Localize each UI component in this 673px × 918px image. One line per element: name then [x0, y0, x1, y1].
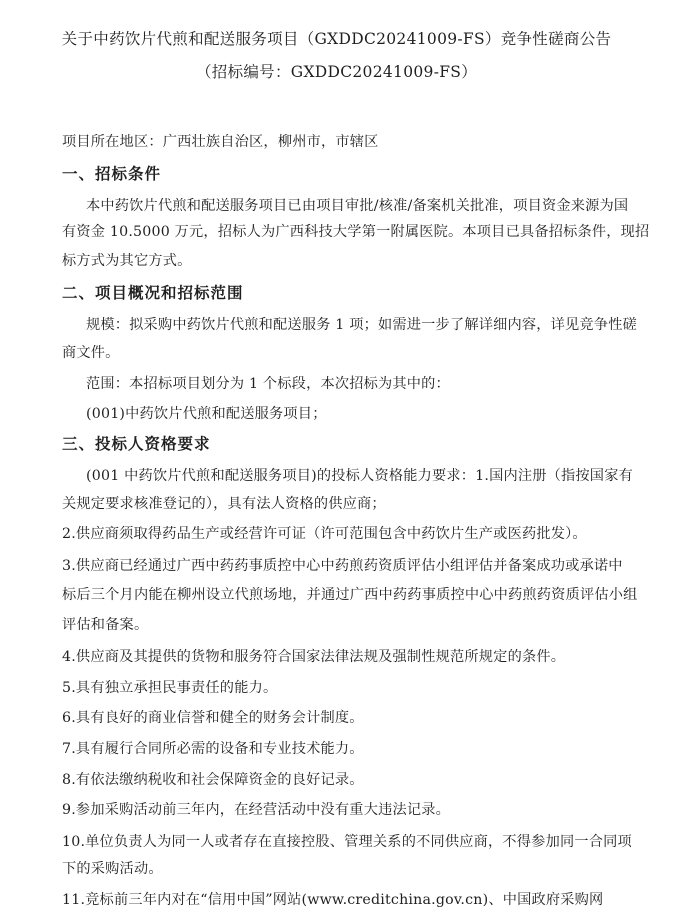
- paragraph-line: (001)中药饮片代煎和配送服务项目；: [86, 406, 327, 422]
- paragraph-line: 本中药饮片代煎和配送服务项目已由项目审批/核准/备案机关批准，项目资金来源为国: [86, 198, 629, 214]
- paragraph-line: 规模：拟采购中药饮片代煎和配送服务 1 项；如需进一步了解详细内容，详见竞争性磋: [86, 317, 637, 333]
- paragraph-line: 商文件。: [62, 345, 120, 361]
- section-heading-qualifications: 三、投标人资格要求: [62, 435, 211, 453]
- paragraph-line: 10.单位负责人为同一人或者存在直接控股、管理关系的不同供应商，不得参加同一合同项: [62, 834, 632, 850]
- paragraph-line: 标方式为其它方式。: [62, 253, 192, 269]
- section-heading-conditions: 一、招标条件: [62, 165, 162, 183]
- paragraph-line: 11.竞标前三年内对在“信用中国”网站(www.creditchina.gov.cn)、中国政府采购网: [62, 892, 604, 908]
- paragraph-line: 2.供应商须取得药品生产或经营许可证（许可范围包含中药饮片生产或医药批发）。: [62, 526, 587, 542]
- paragraph-line: 下的采购活动。: [62, 861, 163, 877]
- paragraph-line: 8.有依法缴纳税收和社会保障资金的良好记录。: [62, 772, 364, 788]
- paragraph-line: 5.具有独立承担民事责任的能力。: [62, 680, 278, 696]
- section-heading-overview: 二、项目概况和招标范围: [62, 284, 244, 302]
- paragraph-line: 标后三个月内能在柳州设立代煎场地，并通过广西中药药事质控中心中药煎药资质评估小组: [62, 587, 638, 603]
- paragraph-line: 评估和备案。: [62, 617, 149, 633]
- paragraph-line: 4.供应商及其提供的货物和服务符合国家法律法规及强制性规范所规定的条件。: [62, 649, 566, 665]
- paragraph-line: 6.具有良好的商业信誉和健全的财务会计制度。: [62, 710, 364, 726]
- paragraph-line: 7.具有履行合同所必需的设备和专业技术能力。: [62, 741, 364, 757]
- document-subtitle: （招标编号：GXDDC20241009-FS）: [195, 63, 478, 81]
- paragraph-line: 有资金 10.5000 万元，招标人为广西科技大学第一附属医院。本项目已具备招标条件，现招: [62, 224, 650, 240]
- document-title: 关于中药饮片代煎和配送服务项目（GXDDC20241009-FS）竞争性磋商公告: [61, 30, 612, 48]
- paragraph-line: 关规定要求核准登记的），具有法人资格的供应商；: [62, 496, 386, 512]
- paragraph-line: 3.供应商已经通过广西中药药事质控中心中药煎药资质评估小组评估并备案成功或承诺中: [62, 558, 623, 574]
- paragraph-line: 9.参加采购活动前三年内，在经营活动中没有重大违法记录。: [62, 802, 451, 818]
- paragraph-line: 范围：本招标项目划分为 1 个标段，本次招标为其中的：: [86, 376, 450, 392]
- project-location: 项目所在地区：广西壮族自治区，柳州市，市辖区: [62, 134, 379, 150]
- paragraph-line: (001 中药饮片代煎和配送服务项目)的投标人资格能力要求：1.国内注册（指按国家有: [86, 468, 633, 484]
